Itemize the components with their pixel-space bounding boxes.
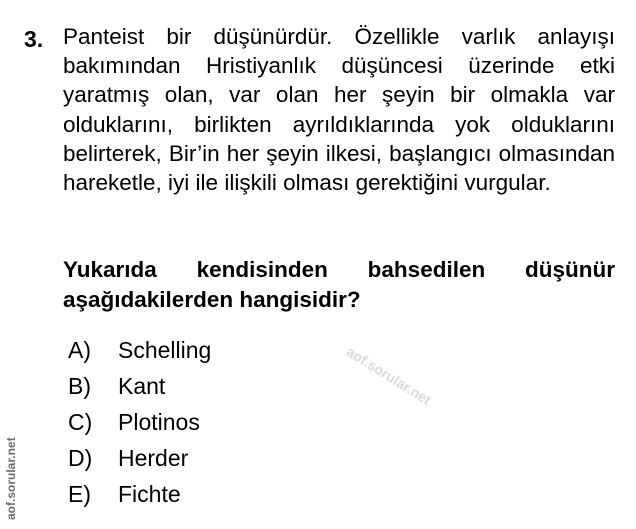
option-letter: D): [68, 445, 93, 471]
answer-options: [68, 335, 211, 515]
option-a[interactable]: [68, 335, 211, 371]
option-letter: C): [68, 409, 93, 435]
watermark-vertical: aof.sorular.net: [4, 437, 18, 520]
question-prompt: Yukarıda kendisinden bahsedilen düşünür aşağıdakilerden hangisidir?: [63, 257, 615, 312]
option-letter: B): [68, 373, 91, 399]
question-stem: Panteist bir düşünürdür. Özellikle varlık anlayışı bakımından Hristiyanlık düşüncesi üzerinde etki yaratmış olan, var olan her şeyin bir olmakla var olduklarını, birlikten ayrıldıklarında yok olduklarını belirterek, Bir’in her şeyin ilkesi, başlangıcı olmasından hareketle, iyi ile ilişkili olması gerektiğini vurgular.: [63, 24, 615, 196]
option-text: Fichte: [118, 481, 181, 507]
question-number: 3.: [24, 26, 44, 52]
option-e[interactable]: [68, 479, 211, 515]
watermark-diagonal: aof.sorular.net: [343, 343, 435, 408]
option-text: Schelling: [118, 337, 212, 363]
option-d[interactable]: [68, 443, 211, 479]
option-c[interactable]: [68, 407, 211, 443]
option-b[interactable]: [68, 371, 211, 407]
option-text: Herder: [118, 445, 189, 471]
option-text: Kant: [118, 373, 166, 399]
option-text: Plotinos: [118, 409, 200, 435]
option-letter: E): [68, 481, 91, 507]
option-letter: A): [68, 337, 91, 363]
